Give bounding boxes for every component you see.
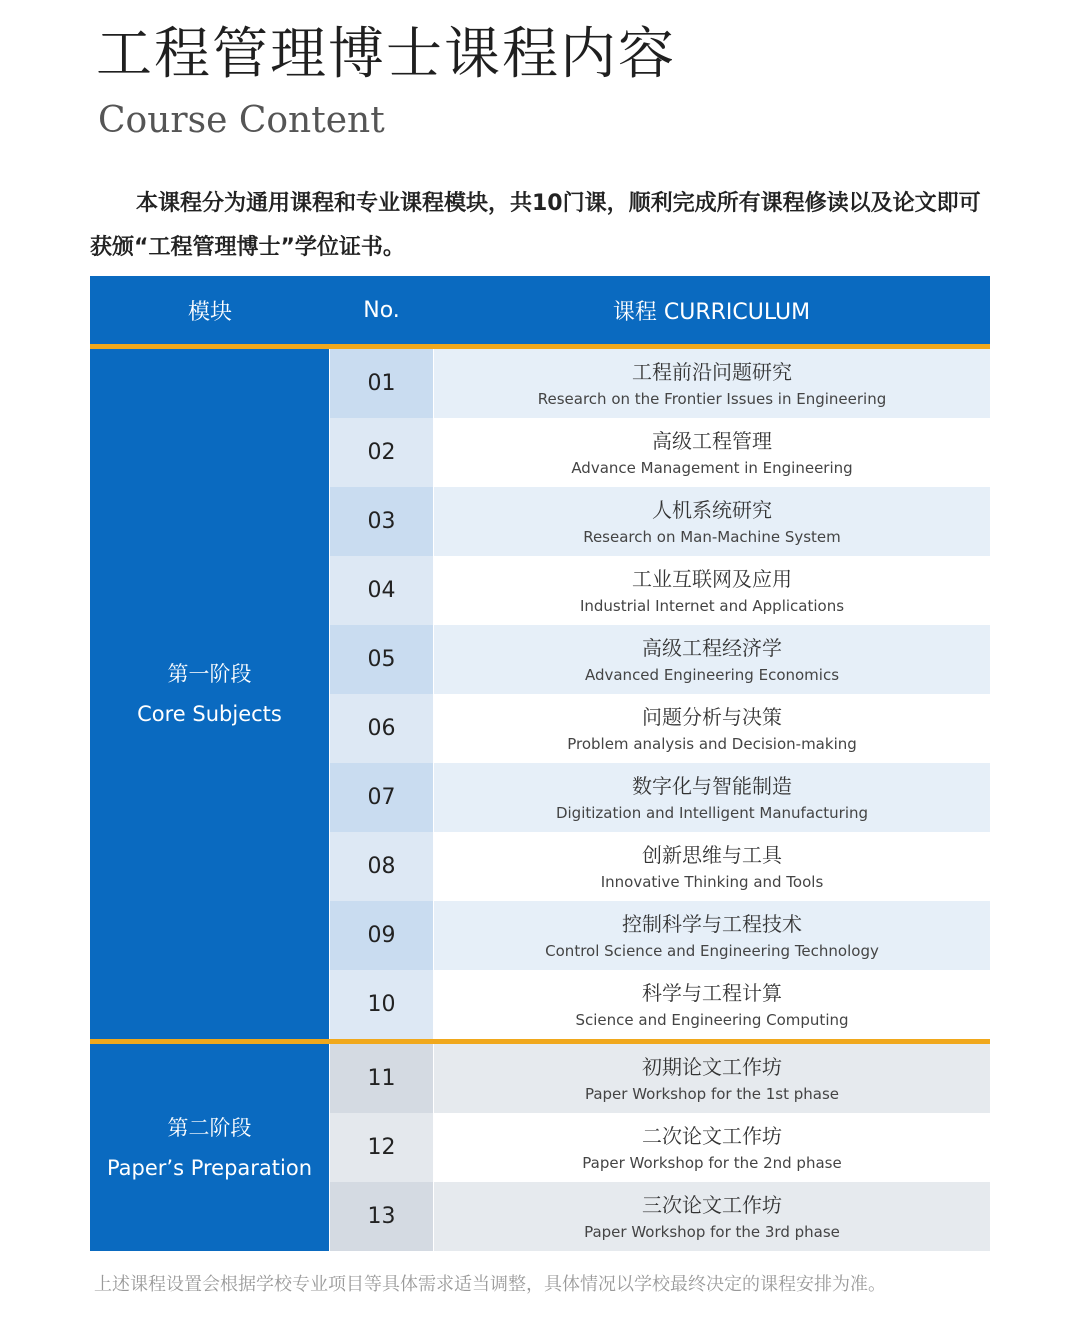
- course-cell: [433, 625, 990, 694]
- course-name-en: Paper Workshop for the 3rd phase: [584, 1222, 840, 1241]
- footnote: 上述课程设置会根据学校专业项目等具体需求适当调整，具体情况以学校最终决定的课程安排为准。: [94, 1274, 886, 1295]
- course-cell: [433, 832, 990, 901]
- course-name-cn: 工业互联网及应用: [632, 566, 792, 591]
- header-curriculum: 课程 CURRICULUM: [612, 299, 811, 325]
- module-cn: 第一阶段: [167, 662, 252, 686]
- course-cell: [433, 901, 990, 970]
- course-name-cn: 人机系统研究: [652, 497, 772, 522]
- table-row: [329, 556, 990, 625]
- section-core-subjects: [90, 349, 990, 1039]
- table-row: [329, 970, 990, 1039]
- table-row: [329, 763, 990, 832]
- course-number: 13: [329, 1182, 433, 1251]
- course-rows: [329, 349, 990, 1039]
- course-name-en: Advance Management in Engineering: [571, 458, 853, 477]
- course-name-cn: 二次论文工作坊: [642, 1123, 782, 1148]
- module-en: Core Subjects: [137, 702, 282, 726]
- page-subtitle: Course Content: [98, 100, 385, 141]
- course-number: 02: [329, 418, 433, 487]
- course-name-en: Control Science and Engineering Technology: [545, 941, 879, 960]
- course-cell: [433, 556, 990, 625]
- course-name-en: Problem analysis and Decision-making: [567, 734, 857, 753]
- course-name-en: Paper Workshop for the 2nd phase: [582, 1153, 842, 1172]
- course-number: 06: [329, 694, 433, 763]
- table-header: [90, 276, 990, 344]
- course-name-cn: 三次论文工作坊: [642, 1192, 782, 1217]
- module-cell: [90, 349, 329, 1039]
- curriculum-table: [90, 276, 990, 1251]
- course-name-en: Paper Workshop for the 1st phase: [584, 1084, 840, 1103]
- course-name-cn: 创新思维与工具: [642, 842, 782, 867]
- course-name-en: Research on the Frontier Issues in Engineering: [537, 389, 887, 408]
- course-cell: [433, 349, 990, 418]
- course-number: 12: [329, 1113, 433, 1182]
- course-cell: [433, 1044, 990, 1113]
- course-number: 05: [329, 625, 433, 694]
- course-name-en: Research on Man-Machine System: [583, 527, 841, 546]
- course-name-cn: 工程前沿问题研究: [632, 359, 792, 384]
- course-number: 07: [329, 763, 433, 832]
- course-name-cn: 初期论文工作坊: [642, 1054, 782, 1079]
- table-row: [329, 349, 990, 418]
- course-name-en: Science and Engineering Computing: [575, 1010, 849, 1029]
- course-name-cn: 科学与工程计算: [642, 980, 782, 1005]
- course-cell: [433, 1113, 990, 1182]
- module-en: Paper’s Preparation: [106, 1155, 313, 1180]
- course-name-cn: 数字化与智能制造: [632, 773, 792, 798]
- module-cn: 第二阶段: [167, 1115, 252, 1140]
- table-row: [329, 1113, 990, 1182]
- course-number: 10: [329, 970, 433, 1039]
- table-row: [329, 625, 990, 694]
- course-number: 08: [329, 832, 433, 901]
- course-cell: [433, 970, 990, 1039]
- course-number: 01: [329, 349, 433, 418]
- intro-paragraph: 本课程分为通用课程和专业课程模块，共10门课，顺利完成所有课程修读以及论文即可获颁“工程管理博士”学位证书。: [90, 191, 981, 260]
- course-number: 09: [329, 901, 433, 970]
- course-name-cn: 高级工程经济学: [642, 635, 782, 660]
- course-name-en: Innovative Thinking and Tools: [600, 872, 824, 891]
- course-number: 03: [329, 487, 433, 556]
- page-title: 工程管理博士课程内容: [96, 22, 676, 87]
- course-rows: [329, 1044, 990, 1251]
- course-cell: [433, 763, 990, 832]
- course-cell: [433, 694, 990, 763]
- table-row: [329, 832, 990, 901]
- table-row: [329, 901, 990, 970]
- header-no: No.: [363, 297, 400, 323]
- module-cell: [90, 1044, 329, 1251]
- course-cell: [433, 418, 990, 487]
- table-row: [329, 487, 990, 556]
- table-row: [329, 418, 990, 487]
- course-name-en: Digitization and Intelligent Manufacturing: [555, 803, 869, 822]
- table-row: [329, 1044, 990, 1113]
- header-module: 模块: [187, 299, 232, 325]
- course-name-cn: 高级工程管理: [652, 428, 772, 453]
- course-name-cn: 问题分析与决策: [642, 704, 782, 729]
- section-papers-preparation: [90, 1044, 990, 1251]
- course-cell: [433, 1182, 990, 1251]
- course-number: 11: [329, 1044, 433, 1113]
- course-number: 04: [329, 556, 433, 625]
- course-name-en: Industrial Internet and Applications: [579, 596, 845, 615]
- course-cell: [433, 487, 990, 556]
- course-name-cn: 控制科学与工程技术: [622, 911, 802, 936]
- table-row: [329, 694, 990, 763]
- table-row: [329, 1182, 990, 1251]
- course-name-en: Advanced Engineering Economics: [584, 665, 840, 684]
